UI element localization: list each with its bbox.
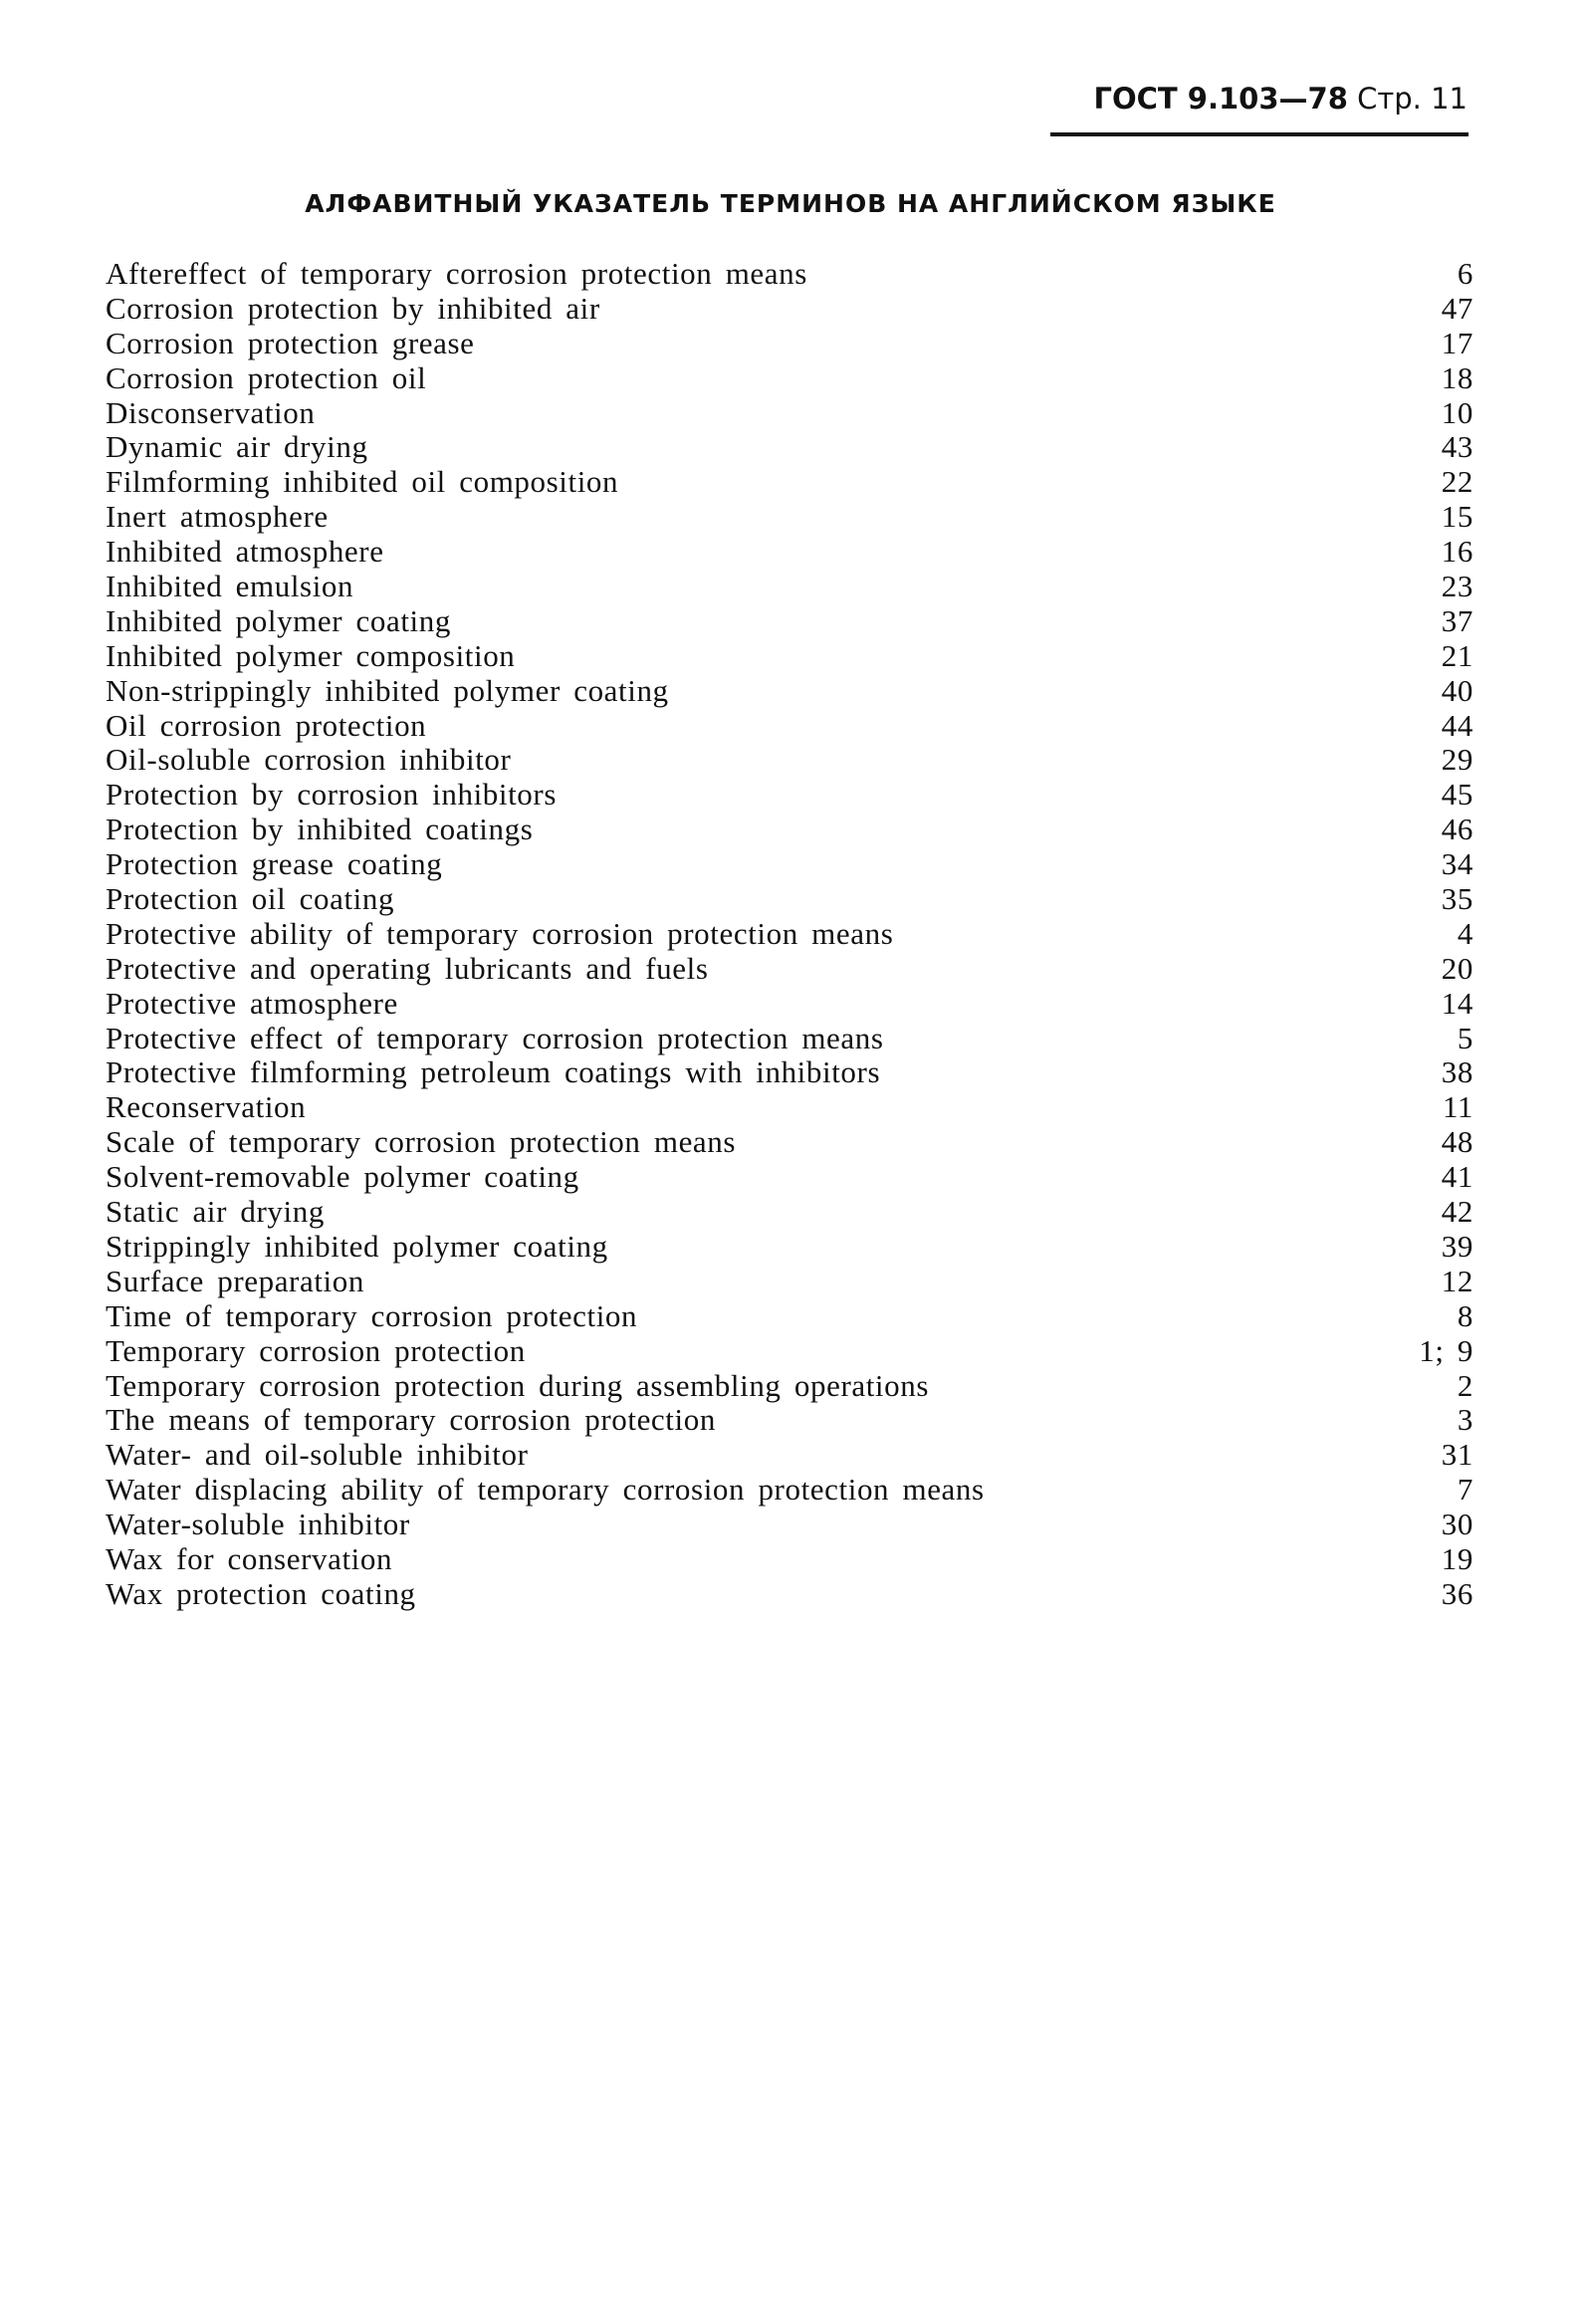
header-rule <box>1050 132 1468 136</box>
entry-term: Water displacing ability of temporary corrosion protection means <box>106 1472 985 1508</box>
entry-ref: 29 <box>1441 742 1473 778</box>
entry-ref: 19 <box>1441 1540 1473 1576</box>
entry-term: Wax for conservation <box>106 1540 393 1576</box>
entry-term: Dynamic air drying <box>106 429 368 465</box>
entry-ref: 46 <box>1441 812 1473 847</box>
index-entry <box>106 361 1473 396</box>
entry-term: Static air drying <box>106 1194 325 1230</box>
index-entry <box>106 743 1473 778</box>
entry-ref: 15 <box>1441 499 1473 535</box>
entry-term: Protective effect of temporary corrosion protection means <box>106 1020 884 1055</box>
page-number: Стр. 11 <box>1357 82 1468 116</box>
index-entry <box>106 847 1473 882</box>
entry-ref: 1; 9 <box>1419 1332 1473 1368</box>
entry-term: Corrosion protection by inhibited air <box>106 290 600 326</box>
entry-ref: 11 <box>1442 1089 1473 1125</box>
entry-ref: 3 <box>1457 1402 1473 1438</box>
entry-ref: 43 <box>1441 429 1473 465</box>
index-entry <box>106 709 1473 744</box>
index-entry <box>106 1577 1473 1612</box>
entry-ref: 44 <box>1441 707 1473 743</box>
entry-ref: 10 <box>1441 394 1473 430</box>
entry-term: Inhibited atmosphere <box>106 534 384 570</box>
entry-ref: 7 <box>1457 1472 1473 1508</box>
index-entry <box>106 674 1473 709</box>
entry-ref: 6 <box>1457 256 1473 291</box>
index-entry <box>106 1230 1473 1265</box>
entry-term: Protection grease coating <box>106 846 443 882</box>
index-entry <box>106 987 1473 1022</box>
entry-ref: 4 <box>1457 915 1473 951</box>
entry-ref: 2 <box>1457 1367 1473 1403</box>
entry-ref: 42 <box>1441 1194 1473 1230</box>
entry-term: Reconservation <box>106 1089 307 1125</box>
entry-term: Protection by inhibited coatings <box>106 812 534 847</box>
entry-term: Corrosion protection oil <box>106 359 427 395</box>
entry-term: Water-soluble inhibitor <box>106 1507 410 1542</box>
index-entry <box>106 1403 1473 1438</box>
entry-ref: 35 <box>1441 881 1473 917</box>
entry-term: Scale of temporary corrosion protection means <box>106 1124 737 1160</box>
index-entry <box>106 778 1473 813</box>
index-entry <box>106 327 1473 361</box>
entry-ref: 31 <box>1441 1437 1473 1473</box>
entry-term: Temporary corrosion protection during assembling operations <box>106 1367 930 1403</box>
index-entry <box>106 1160 1473 1195</box>
index-entry <box>106 1438 1473 1473</box>
entry-term: Solvent-removable polymer coating <box>106 1159 579 1195</box>
entry-term: Inert atmosphere <box>106 499 329 535</box>
index-entry <box>106 257 1473 292</box>
entry-ref: 18 <box>1441 359 1473 395</box>
entry-term: Protective ability of temporary corrosion protection means <box>106 915 894 951</box>
index-entry <box>106 396 1473 431</box>
entry-term: Non-strippingly inhibited polymer coating <box>106 672 669 708</box>
entry-ref: 22 <box>1441 464 1473 500</box>
entry-ref: 20 <box>1441 950 1473 986</box>
entry-term: Disconservation <box>106 394 316 430</box>
entry-term: The means of temporary corrosion protection <box>106 1402 716 1438</box>
entry-ref: 21 <box>1441 637 1473 673</box>
index-entry <box>106 1334 1473 1369</box>
index-entry <box>106 535 1473 570</box>
entry-term: Inhibited polymer composition <box>106 637 516 673</box>
entry-ref: 16 <box>1441 534 1473 570</box>
index-entry <box>106 1473 1473 1508</box>
index-entry <box>106 1195 1473 1230</box>
index-entry <box>106 465 1473 500</box>
index-entry <box>106 813 1473 847</box>
index-entry <box>106 1265 1473 1299</box>
entry-ref: 47 <box>1441 290 1473 326</box>
index-entry <box>106 500 1473 535</box>
term-index <box>106 257 1473 1612</box>
index-entry <box>106 1090 1473 1125</box>
entry-ref: 37 <box>1441 602 1473 638</box>
index-entry <box>106 917 1473 952</box>
entry-ref: 23 <box>1441 569 1473 604</box>
entry-term: Corrosion protection grease <box>106 325 475 360</box>
entry-term: Strippingly inhibited polymer coating <box>106 1228 608 1264</box>
entry-term: Protection by corrosion inhibitors <box>106 777 557 813</box>
index-entry <box>106 430 1473 465</box>
entry-ref: 41 <box>1441 1159 1473 1195</box>
index-entry <box>106 639 1473 674</box>
index-entry <box>106 1508 1473 1542</box>
entry-ref: 48 <box>1441 1124 1473 1160</box>
index-entry <box>106 1299 1473 1334</box>
index-entry <box>106 882 1473 917</box>
index-entry <box>106 1369 1473 1404</box>
entry-ref: 12 <box>1441 1263 1473 1298</box>
entry-term: Protective atmosphere <box>106 985 398 1021</box>
entry-term: Wax protection coating <box>106 1575 416 1611</box>
index-entry <box>106 604 1473 639</box>
index-entry <box>106 1542 1473 1577</box>
entry-ref: 45 <box>1441 777 1473 813</box>
entry-ref: 8 <box>1457 1297 1473 1333</box>
entry-term: Inhibited emulsion <box>106 569 354 604</box>
entry-ref: 36 <box>1441 1575 1473 1611</box>
entry-ref: 17 <box>1441 325 1473 360</box>
entry-term: Aftereffect of temporary corrosion protection means <box>106 256 807 291</box>
entry-term: Inhibited polymer coating <box>106 602 451 638</box>
entry-term: Protective and operating lubricants and fuels <box>106 950 709 986</box>
entry-term: Surface preparation <box>106 1263 364 1298</box>
entry-term: Time of temporary corrosion protection <box>106 1297 638 1333</box>
entry-term: Protection oil coating <box>106 881 395 917</box>
entry-term: Water- and oil-soluble inhibitor <box>106 1437 529 1473</box>
index-entry <box>106 1022 1473 1056</box>
entry-ref: 40 <box>1441 672 1473 708</box>
index-entry <box>106 570 1473 604</box>
entry-term: Temporary corrosion protection <box>106 1332 526 1368</box>
entry-term: Oil corrosion protection <box>106 707 427 743</box>
entry-ref: 38 <box>1441 1054 1473 1090</box>
index-entry <box>106 1055 1473 1090</box>
standard-number: ГОСТ 9.103—78 <box>1093 82 1348 116</box>
index-entry <box>106 292 1473 327</box>
page-title: АЛФАВИТНЫЙ УКАЗАТЕЛЬ ТЕРМИНОВ НА АНГЛИЙСКОМ ЯЗЫКЕ <box>305 189 1276 218</box>
entry-ref: 39 <box>1441 1228 1473 1264</box>
index-entry <box>106 952 1473 987</box>
entry-term: Protective filmforming petroleum coatings with inhibitors <box>106 1054 881 1090</box>
entry-ref: 14 <box>1441 985 1473 1021</box>
index-entry <box>106 1125 1473 1160</box>
entry-ref: 5 <box>1457 1020 1473 1055</box>
entry-term: Filmforming inhibited oil composition <box>106 464 619 500</box>
page-header <box>1094 82 1468 116</box>
entry-ref: 34 <box>1441 846 1473 882</box>
entry-ref: 30 <box>1441 1507 1473 1542</box>
entry-term: Oil-soluble corrosion inhibitor <box>106 742 512 778</box>
